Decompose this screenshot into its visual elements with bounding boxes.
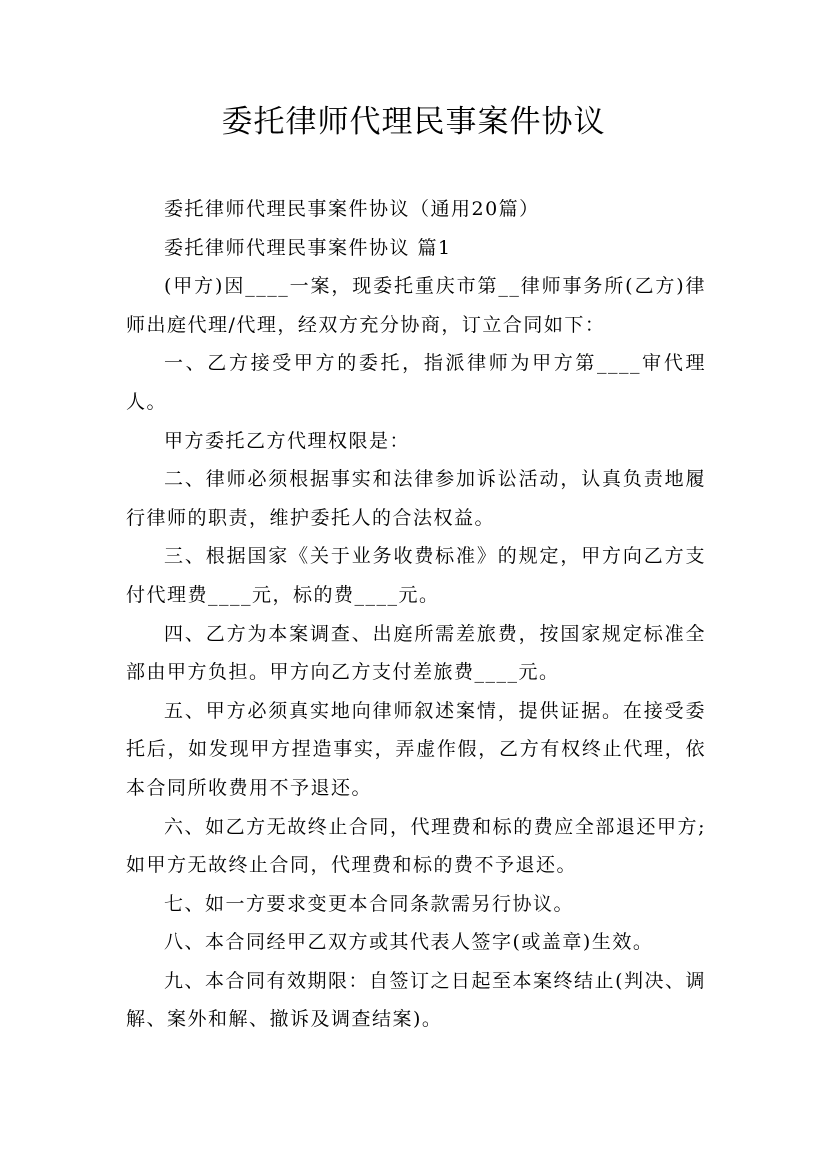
clause-paragraph: 三、根据国家《关于业务收费标准》的规定，甲方向乙方支付代理费____元，标的费____元。 <box>126 545 706 606</box>
clause-paragraph: 四、乙方为本案调查、出庭所需差旅费，按国家规定标准全部由甲方负担。甲方向乙方支付差旅费____元。 <box>126 622 706 684</box>
clause-paragraph: 六、如乙方无故终止合同，代理费和标的费应全部退还甲方;如甲方无故终止合同，代理费和标的费不予退还。 <box>126 815 706 877</box>
document-title: 委托律师代理民事案件协议 <box>221 104 606 140</box>
clause-paragraph: 一、乙方接受甲方的委托，指派律师为甲方第____审代理人。 <box>126 352 706 413</box>
clause-paragraph: 九、本合同有效期限：自签订之日起至本案终结止(判决、调解、案外和解、撤诉及调查结案)。 <box>126 969 706 1031</box>
section-heading: 委托律师代理民事案件协议 篇1 <box>164 236 452 259</box>
clause-paragraph: 八、本合同经甲乙双方或其代表人签字(或盖章)生效。 <box>164 931 654 954</box>
clause-paragraph: 甲方委托乙方代理权限是： <box>164 429 411 452</box>
document-body <box>126 190 706 1039</box>
clause-paragraph: 二、律师必须根据事实和法律参加诉讼活动，认真负责地履行律师的职责，维护委托人的合法权益。 <box>126 468 706 529</box>
clause-paragraph: 五、甲方必须真实地向律师叙述案情，提供证据。在接受委托后，如发现甲方捏造事实，弄虚作假，乙方有权终止代理，依本合同所收费用不予退还。 <box>126 699 706 799</box>
clause-paragraph: 七、如一方要求变更本合同条款需另行协议。 <box>164 892 575 915</box>
preamble-paragraph: (甲方)因____一案，现委托重庆市第__律师事务所(乙方)律师出庭代理/代理，经双方充分协商，订立合同如下： <box>126 275 706 336</box>
document-subtitle: 委托律师代理民事案件协议（通用20篇） <box>164 198 540 220</box>
